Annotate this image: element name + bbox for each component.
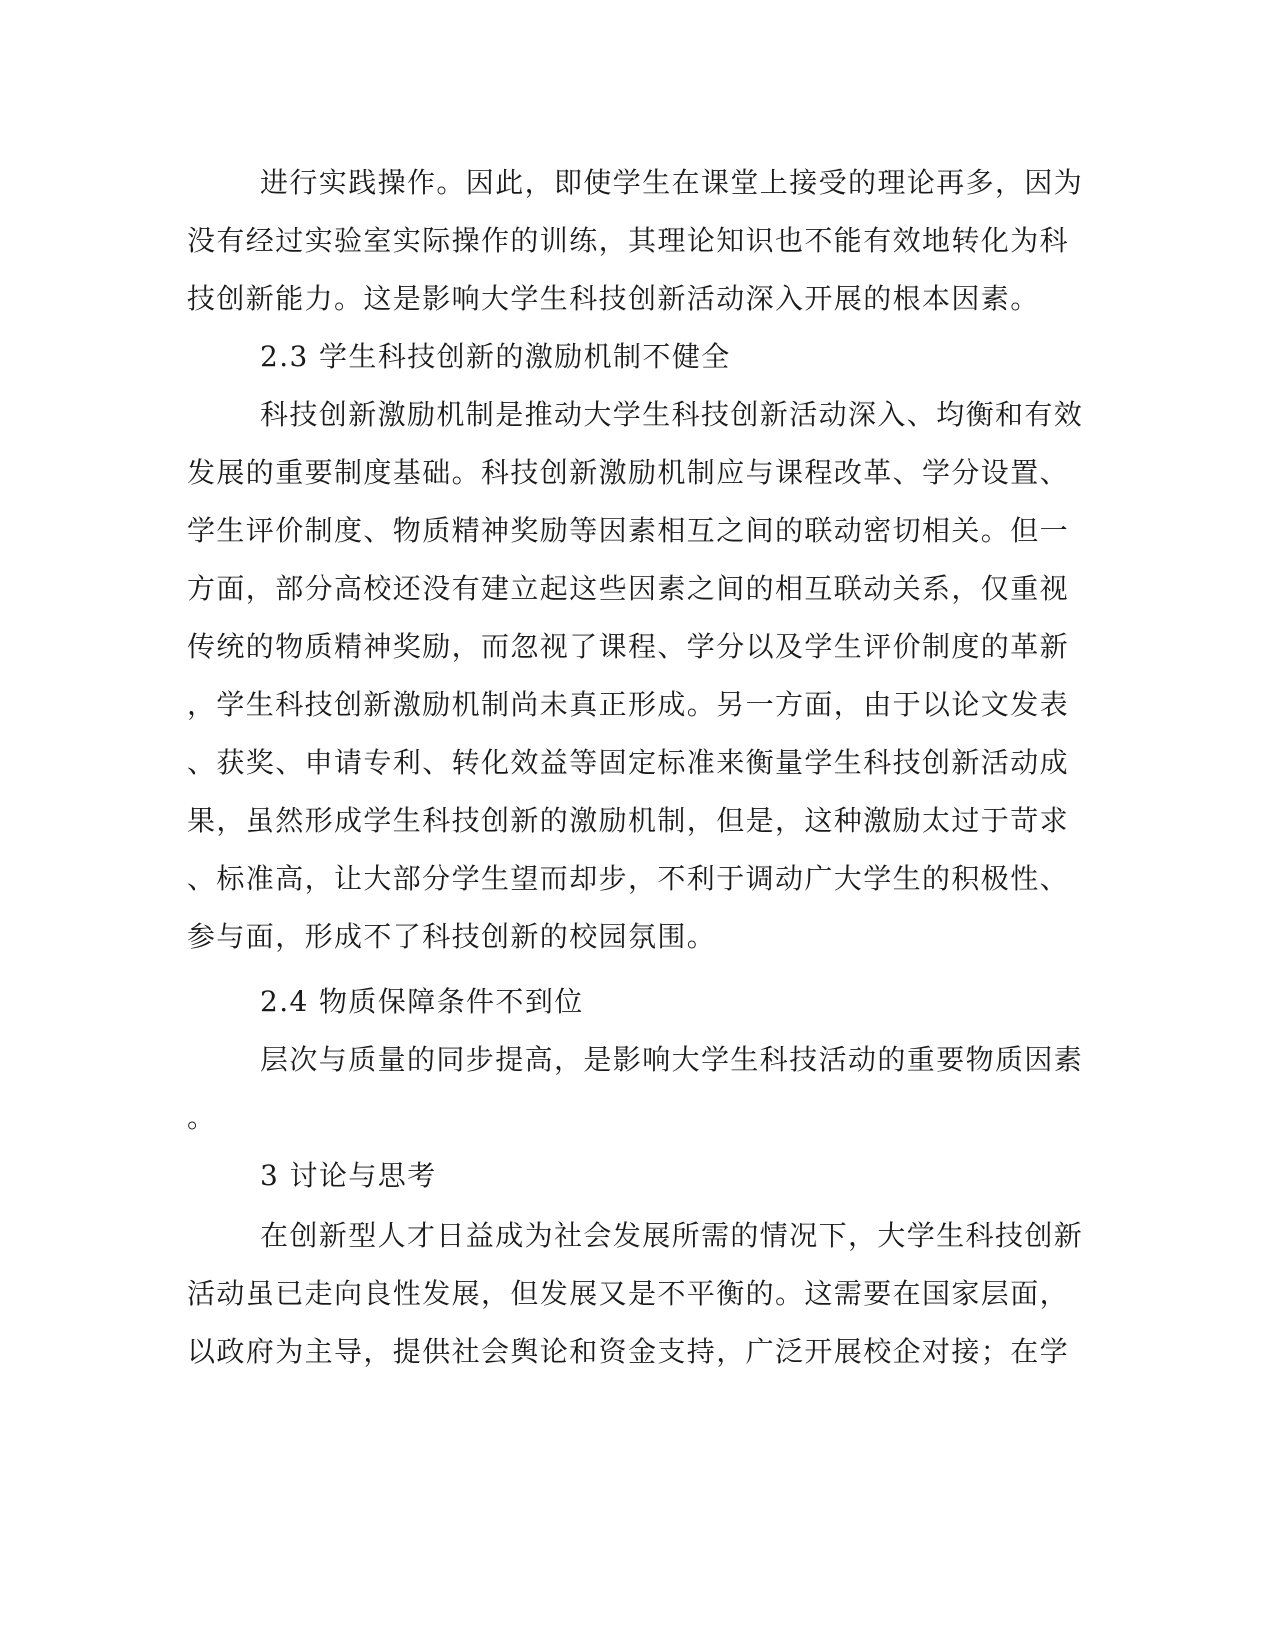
section-heading: 2.3 学生科技创新的激励机制不健全 <box>260 340 731 373</box>
paragraph-line: 果，虽然形成学生科技创新的激励机制，但是，这种激励太过于苛求 <box>187 804 1070 837</box>
paragraph-line: 活动虽已走向良性发展，但发展又是不平衡的。这需要在国家层面， <box>187 1277 1070 1310</box>
paragraph-line: 科技创新激励机制是推动大学生科技创新活动深入、均衡和有效 <box>260 398 1084 431</box>
paragraph-line: 以政府为主导，提供社会舆论和资金支持，广泛开展校企对接；在学 <box>187 1335 1070 1368</box>
paragraph-line: 层次与质量的同步提高，是影响大学生科技活动的重要物质因素 <box>260 1043 1084 1076</box>
paragraph-line: ，学生科技创新激励机制尚未真正形成。另一方面，由于以论文发表 <box>187 688 1070 721</box>
paragraph-line: 、标准高，让大部分学生望而却步，不利于调动广大学生的积极性、 <box>187 862 1070 895</box>
paragraph-line: 技创新能力。这是影响大学生科技创新活动深入开展的根本因素。 <box>187 282 1040 315</box>
paragraph-line: 发展的重要制度基础。科技创新激励机制应与课程改革、学分设置、 <box>187 456 1070 489</box>
paragraph-line: 参与面，形成不了科技创新的校园氛围。 <box>187 920 717 953</box>
paragraph-line: 没有经过实验室实际操作的训练，其理论知识也不能有效地转化为科 <box>187 224 1070 257</box>
paragraph-line: 传统的物质精神奖励，而忽视了课程、学分以及学生评价制度的革新 <box>187 630 1070 663</box>
paragraph-line: 。 <box>187 1101 217 1134</box>
paragraph-line: 方面，部分高校还没有建立起这些因素之间的相互联动关系，仅重视 <box>187 572 1070 605</box>
paragraph-line: 进行实践操作。因此，即使学生在课堂上接受的理论再多，因为 <box>260 166 1084 199</box>
paragraph-line: 学生评价制度、物质精神奖励等因素相互之间的联动密切相关。但一 <box>187 514 1070 547</box>
section-heading: 3 讨论与思考 <box>260 1159 437 1192</box>
paragraph-line: 在创新型人才日益成为社会发展所需的情况下，大学生科技创新 <box>260 1219 1084 1252</box>
section-heading: 2.4 物质保障条件不到位 <box>260 985 584 1018</box>
paragraph-line: 、获奖、申请专利、转化效益等固定标准来衡量学生科技创新活动成 <box>187 746 1070 779</box>
